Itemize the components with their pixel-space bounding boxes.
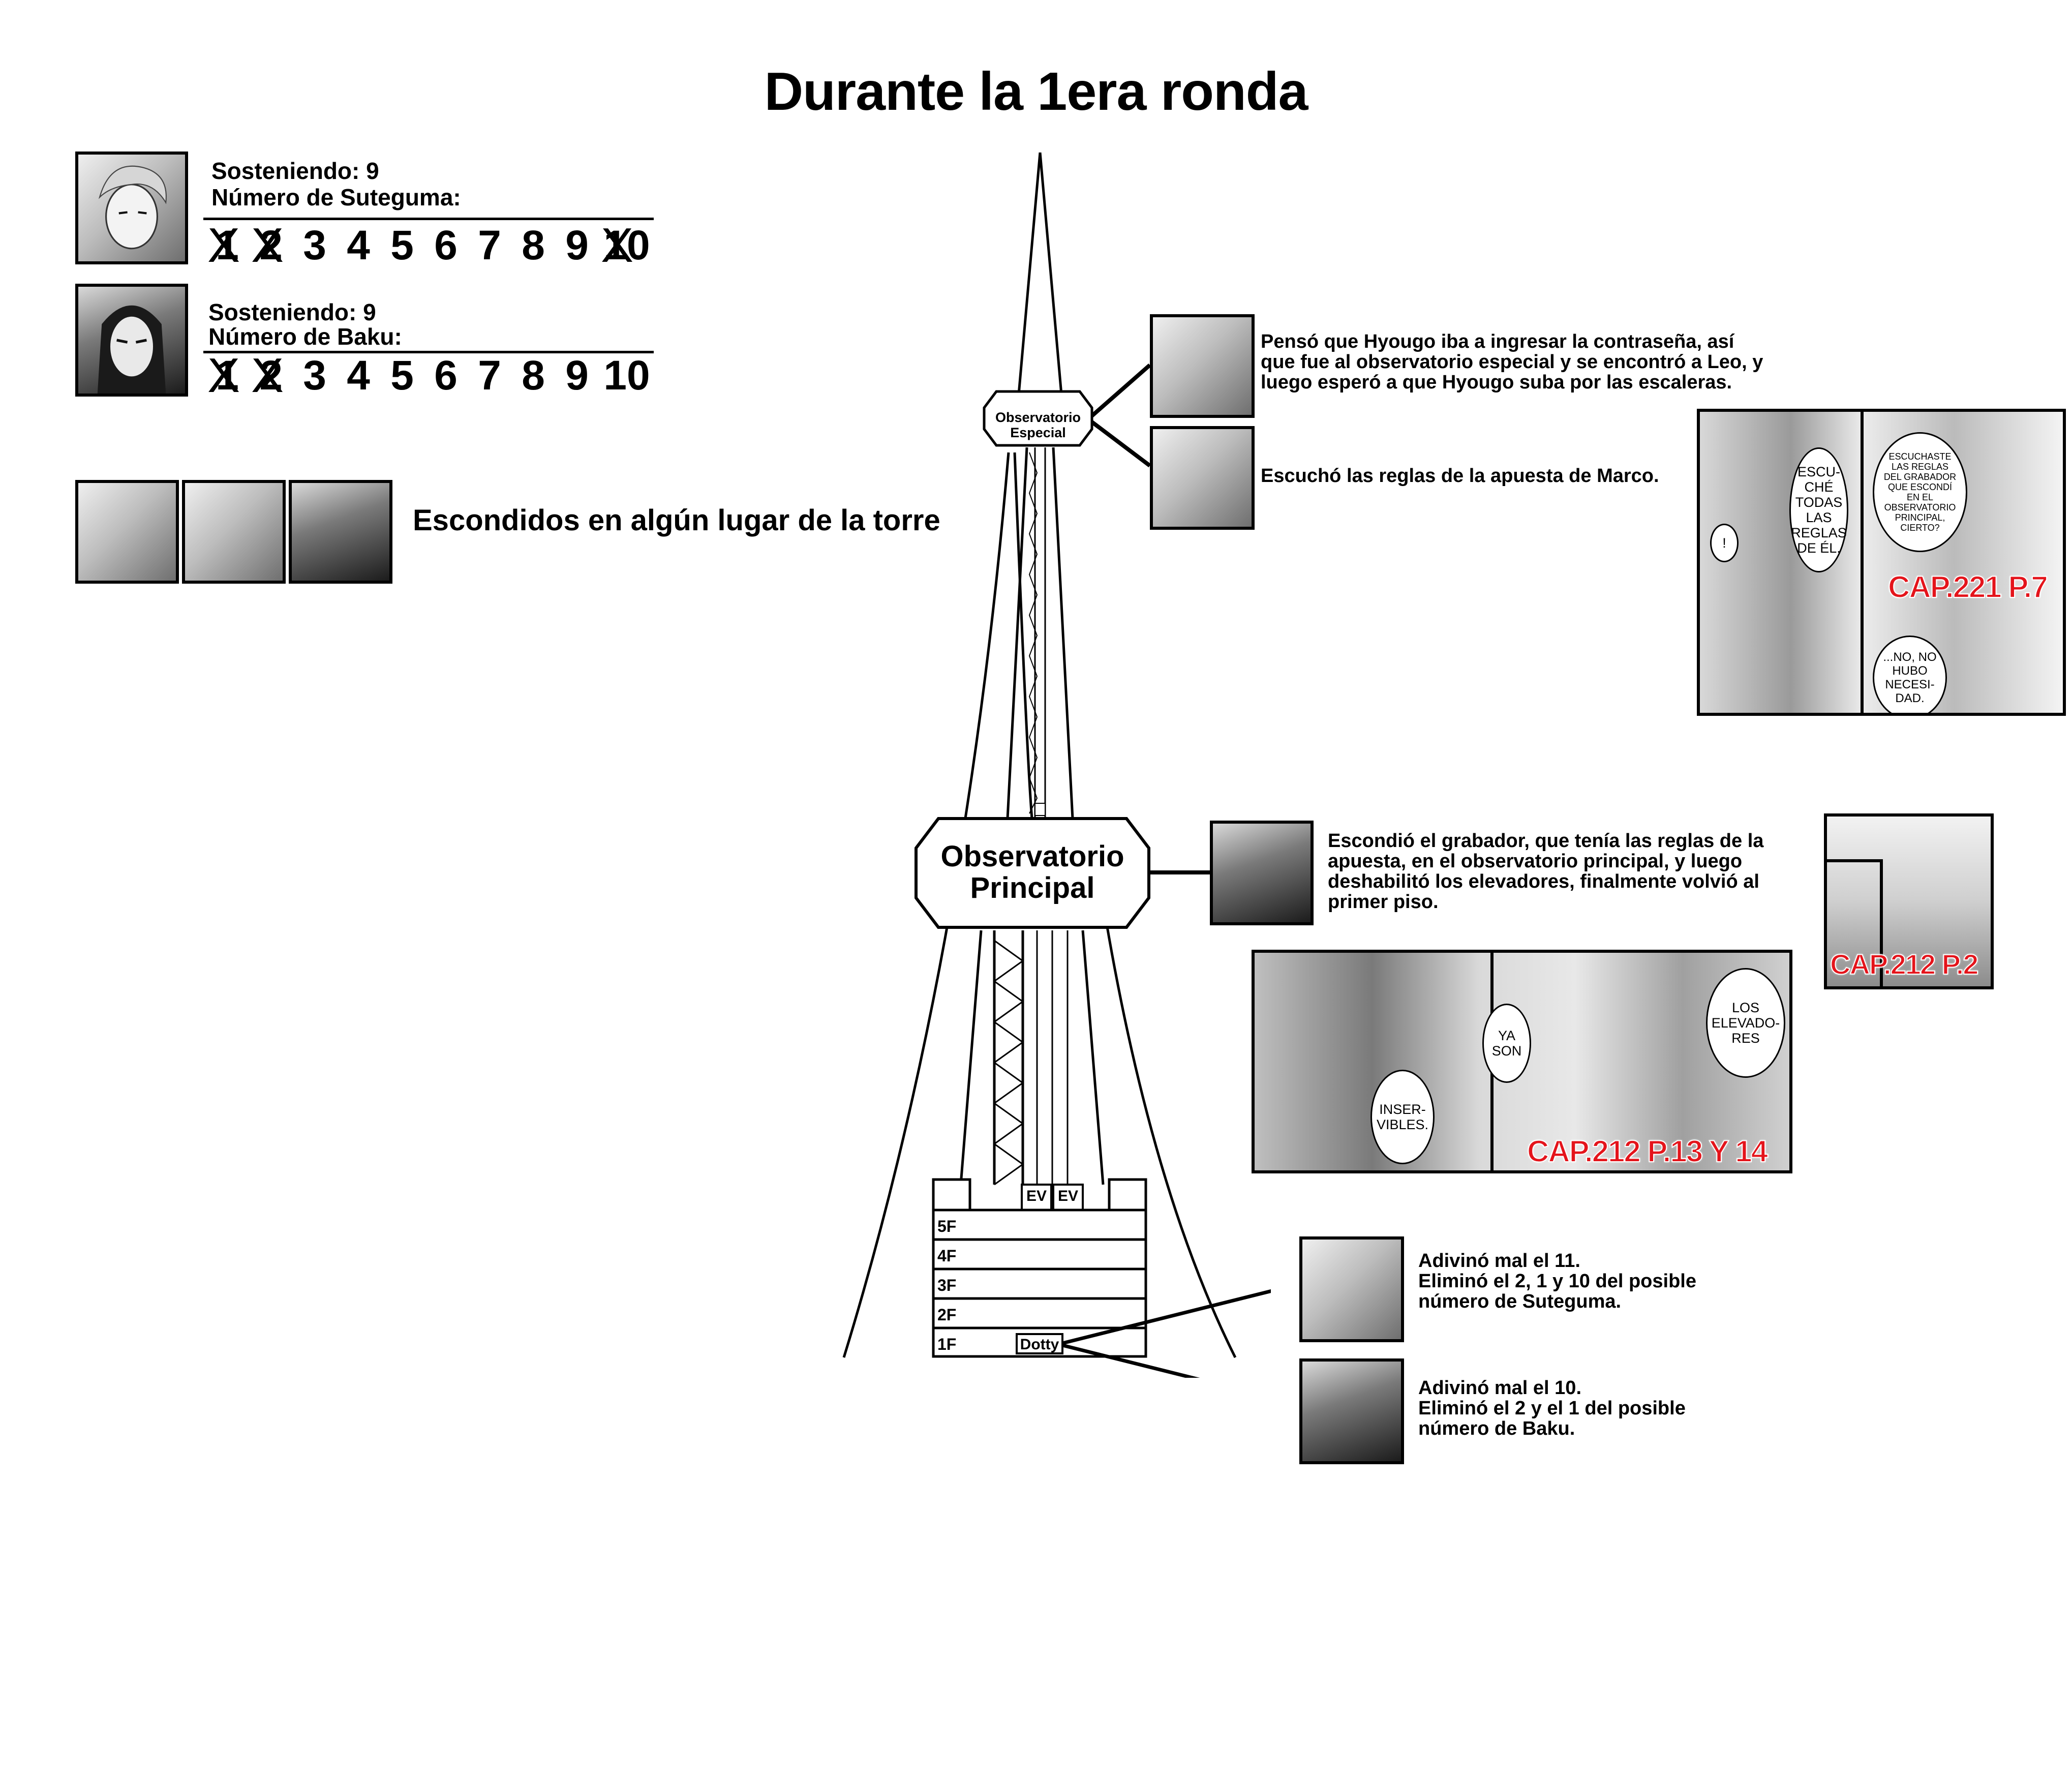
hidden-character-portrait bbox=[75, 480, 179, 584]
suteguma-holding: Sosteniendo: 9 bbox=[211, 158, 379, 184]
floor1-note-suteguma: Adivinó mal el 11. Eliminó el 2, 1 y 10 del posible número de Suteguma. bbox=[1418, 1250, 1696, 1312]
number-5: 5 bbox=[390, 352, 414, 399]
speech-bubble: LOS ELEVADO- RES bbox=[1706, 968, 1785, 1078]
suteguma-number-row bbox=[205, 222, 655, 269]
speech-bubble: INSER- VIBLES. bbox=[1370, 1070, 1435, 1164]
manga-panel-cap212-p13 bbox=[1252, 950, 1792, 1173]
character-portrait bbox=[1150, 314, 1255, 418]
baku-portrait bbox=[1299, 1358, 1404, 1464]
number-5: 5 bbox=[390, 222, 414, 268]
speech-bubble: ESCUCHASTE LAS REGLAS DEL GRABADOR QUE ESCONDÍ EN EL OBSERVATORIO PRINCIPAL, CIERTO? bbox=[1873, 432, 1967, 552]
hidden-characters-label: Escondidos en algún lugar de la torre bbox=[413, 504, 940, 537]
number-9: 9 bbox=[565, 352, 589, 399]
elevator-label: EV bbox=[1026, 1188, 1047, 1204]
speech-bubble: YA SON bbox=[1482, 1004, 1531, 1083]
number-1-crossed: 1 X bbox=[205, 352, 249, 400]
number-2-crossed: 2 X bbox=[249, 222, 293, 269]
number-4: 4 bbox=[347, 352, 370, 399]
baku-number-row bbox=[205, 352, 655, 400]
special-observatory-label: Observatorio Especial bbox=[995, 410, 1081, 440]
number-1-crossed: 1 X bbox=[205, 222, 249, 269]
baku-holding: Sosteniendo: 9 bbox=[208, 299, 376, 325]
floor-label-5f: 5F bbox=[937, 1217, 957, 1235]
suteguma-number-label: Número de Suteguma: bbox=[211, 184, 461, 210]
number-8: 8 bbox=[522, 222, 545, 268]
number-8: 8 bbox=[522, 352, 545, 399]
chapter-reference: CAP.212 P.2 bbox=[1830, 948, 1978, 980]
number-10-crossed: 10 X bbox=[599, 222, 655, 269]
speech-bubble: ESCU- CHÉ TODAS LAS REGLAS DE ÉL. bbox=[1789, 447, 1848, 572]
character-portrait bbox=[1150, 426, 1255, 530]
chapter-reference: CAP.212 P.13 Y 14 bbox=[1527, 1134, 1768, 1168]
main-observatory-label: Observatorio Principal bbox=[940, 840, 1124, 904]
floor-label-2f: 2F bbox=[937, 1306, 957, 1324]
floor1-note-baku: Adivinó mal el 10. Eliminó el 2 y el 1 del posible número de Baku. bbox=[1418, 1377, 1686, 1439]
number-3: 3 bbox=[303, 222, 326, 268]
main-observatory-note: Escondió el grabador, que tenía las reglas de la apuesta, en el observatorio principal, y luego deshabilitó los elevadores, finalmente volvió al primer piso. bbox=[1328, 830, 1764, 913]
page-title: Durante la 1era ronda bbox=[764, 62, 1308, 122]
number-2-crossed: 2 X bbox=[249, 352, 293, 400]
manga-panel-cap221 bbox=[1697, 409, 2066, 716]
number-9: 9 bbox=[565, 222, 589, 268]
manga-panel-cap212-p2 bbox=[1824, 813, 1994, 989]
elevator-label: EV bbox=[1057, 1188, 1079, 1204]
number-3: 3 bbox=[303, 352, 326, 399]
hidden-character-portrait bbox=[182, 480, 286, 584]
special-observatory-note-2: Escuchó las reglas de la apuesta de Marco. bbox=[1261, 465, 1659, 487]
hidden-character-portrait bbox=[289, 480, 392, 584]
baku-number-label: Número de Baku: bbox=[208, 323, 402, 350]
dotty-label: Dotty bbox=[1020, 1336, 1059, 1353]
panel-divider bbox=[1827, 859, 1883, 862]
number-10: 10 bbox=[603, 352, 650, 399]
panel-divider bbox=[1861, 412, 1864, 716]
number-4: 4 bbox=[347, 222, 370, 268]
character-portrait bbox=[1210, 821, 1314, 925]
floor-label-3f: 3F bbox=[937, 1276, 957, 1294]
speech-bubble: ...NO, NO HUBO NECESI- DAD. bbox=[1873, 636, 1947, 716]
suteguma-portrait bbox=[1299, 1236, 1404, 1342]
special-observatory-note-1: Pensó que Hyougo iba a ingresar la contraseña, así que fue al observatorio especial y se encontró a Leo, y luego esperó a que Hyougo suba por las escaleras. bbox=[1261, 331, 1763, 393]
baku-portrait bbox=[75, 284, 188, 397]
number-7: 7 bbox=[478, 352, 501, 399]
number-6: 6 bbox=[434, 222, 458, 268]
speech-bubble: ! bbox=[1710, 524, 1739, 562]
chapter-reference: CAP.221 P.7 bbox=[1888, 570, 2047, 604]
floor-label-4f: 4F bbox=[937, 1247, 957, 1265]
number-7: 7 bbox=[478, 222, 501, 268]
suteguma-portrait bbox=[75, 152, 188, 264]
floor-label-1f: 1F bbox=[937, 1335, 957, 1353]
number-6: 6 bbox=[434, 352, 458, 399]
